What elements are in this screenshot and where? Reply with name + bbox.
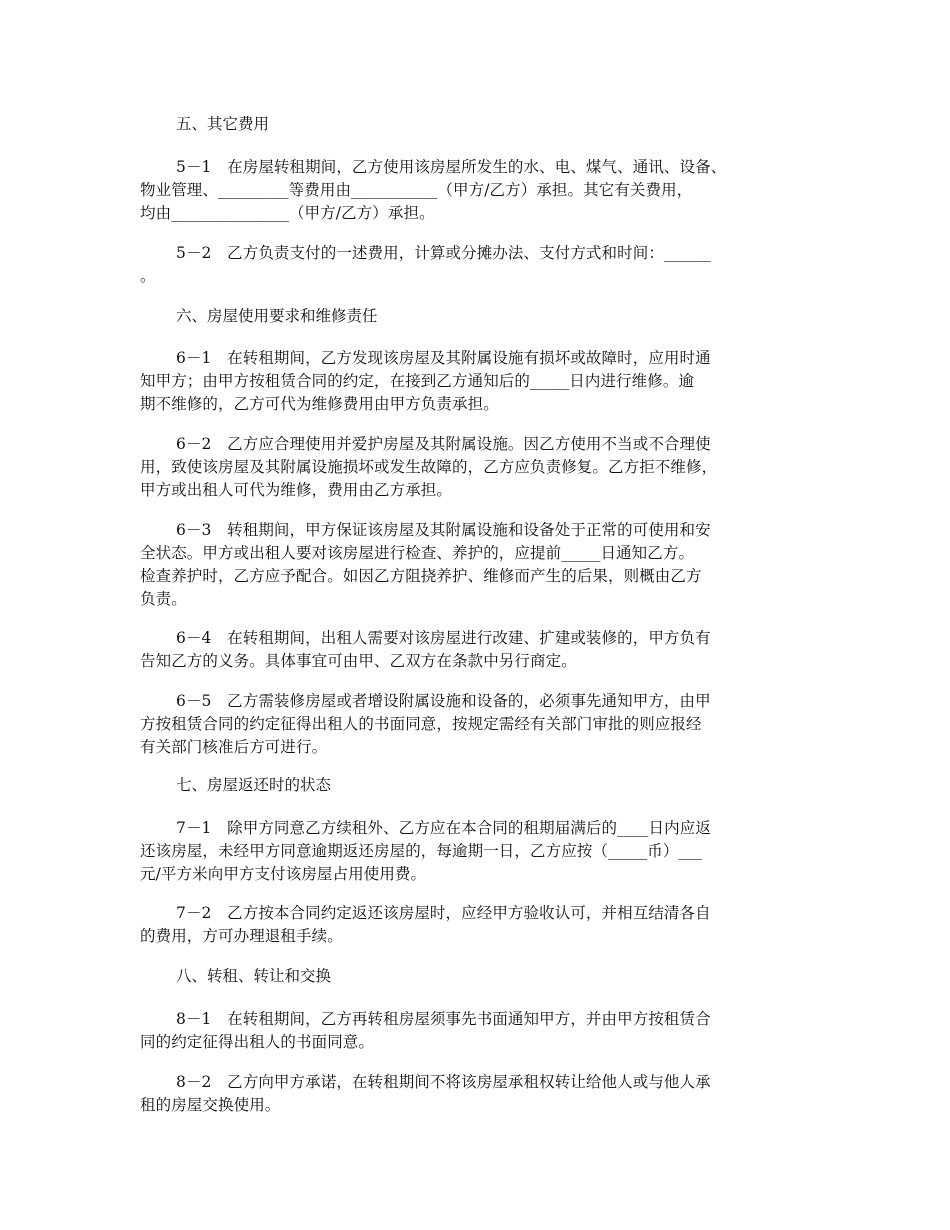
- clause-line: 7－1 除甲方同意乙方续租外、乙方应在本合同的租期届满后的____日内应返: [176, 819, 711, 837]
- clause-line: 8－2 乙方向甲方承诺，在转租期间不将该房屋承租权转让给他人或与他人承: [176, 1073, 711, 1091]
- clause-5-1: [140, 156, 810, 225]
- clause-line: 6－5 乙方需装修房屋或者增设附属设施和设备的，必须事先通知甲方，由甲: [176, 692, 711, 710]
- clause-line: 6－2 乙方应合理使用并爱护房屋及其附属设施。因乙方使用不当或不合理使: [176, 435, 711, 453]
- clause-6-3: [140, 519, 810, 611]
- clause-line: 有关部门核准后方可进行。: [140, 738, 328, 756]
- clause-line: 物业管理、_________等费用由___________（甲方/乙方）承担。其它有关费用，: [140, 181, 693, 199]
- clause-line: 的费用，方可办理退租手续。: [140, 927, 343, 945]
- clause-7-2: [140, 902, 810, 948]
- clause-line: 5－2 乙方负责支付的一述费用，计算或分摊办法、支付方式和时间：______: [176, 244, 712, 262]
- clause-8-1: [140, 1008, 810, 1054]
- clause-line: 还该房屋，未经甲方同意逾期返还房屋的，每逾期一日，乙方应按（_____币）___: [140, 842, 703, 860]
- clause-5-2: [140, 242, 810, 288]
- clause-line: 检查养护时，乙方应予配合。如因乙方阻挠养护、维修而产生的后果，则概由乙方: [140, 567, 702, 585]
- clause-line: 元/平方米向甲方支付该房屋占用使用费。: [140, 865, 427, 883]
- clause-line: 6－3 转租期间，甲方保证该房屋及其附属设施和设备处于正常的可使用和安: [176, 521, 711, 539]
- clause-line: 告知乙方的义务。具体事宜可由甲、乙双方在条款中另行商定。: [140, 652, 577, 670]
- clause-line: 。: [140, 267, 156, 285]
- clause-line: 方按租赁合同的约定征得出租人的书面同意，按规定需经有关部门审批的则应报经: [140, 715, 702, 733]
- clause-line: 6－1 在转租期间，乙方发现该房屋及其附属设施有损坏或故障时，应用时通: [176, 349, 711, 367]
- section-5-heading: 五、其它费用: [176, 115, 270, 133]
- clause-8-2: [140, 1071, 810, 1117]
- clause-line: 均由_______________（甲方/乙方）承担。: [140, 204, 435, 222]
- clause-line: 5－1 在房屋转租期间，乙方使用该房屋所发生的水、电、煤气、通讯、设备、: [176, 158, 727, 176]
- section-6-heading: 六、房屋使用要求和维修责任: [176, 307, 378, 325]
- section-7-heading: 七、房屋返还时的状态: [176, 776, 332, 794]
- clause-6-4: [140, 627, 810, 673]
- clause-line: 8－1 在转租期间，乙方再转租房屋须事先书面通知甲方，并由甲方按租赁合: [176, 1010, 711, 1028]
- section-8-heading: 八、转租、转让和交换: [176, 967, 332, 985]
- clause-line: 负责。: [140, 590, 187, 608]
- clause-line: 甲方或出租人可代为维修，费用由乙方承担。: [140, 481, 453, 499]
- clause-6-5: [140, 690, 810, 759]
- clause-line: 期不维修的，乙方可代为维修费用由甲方负责承担。: [140, 395, 499, 413]
- clause-line: 6－4 在转租期间，出租人需要对该房屋进行改建、扩建或装修的，甲方负有: [176, 629, 711, 647]
- clause-line: 用，致使该房屋及其附属设施损坏或发生故障的，乙方应负责修复。乙方拒不维修，: [140, 458, 718, 476]
- clause-line: 同的约定征得出租人的书面同意。: [140, 1033, 375, 1051]
- clause-line: 全状态。甲方或出租人要对该房屋进行检查、养护的，应提前_____日通知乙方。: [140, 544, 695, 562]
- clause-line: 知甲方；由甲方按租赁合同的约定，在接到乙方通知后的_____日内进行维修。逾: [140, 372, 695, 390]
- clause-6-1: [140, 347, 810, 416]
- clause-6-2: [140, 433, 810, 502]
- clause-line: 租的房屋交换使用。: [140, 1096, 281, 1114]
- clause-line: 7－2 乙方按本合同约定返还该房屋时，应经甲方验收认可，并相互结清各自: [176, 904, 711, 922]
- clause-7-1: [140, 817, 810, 886]
